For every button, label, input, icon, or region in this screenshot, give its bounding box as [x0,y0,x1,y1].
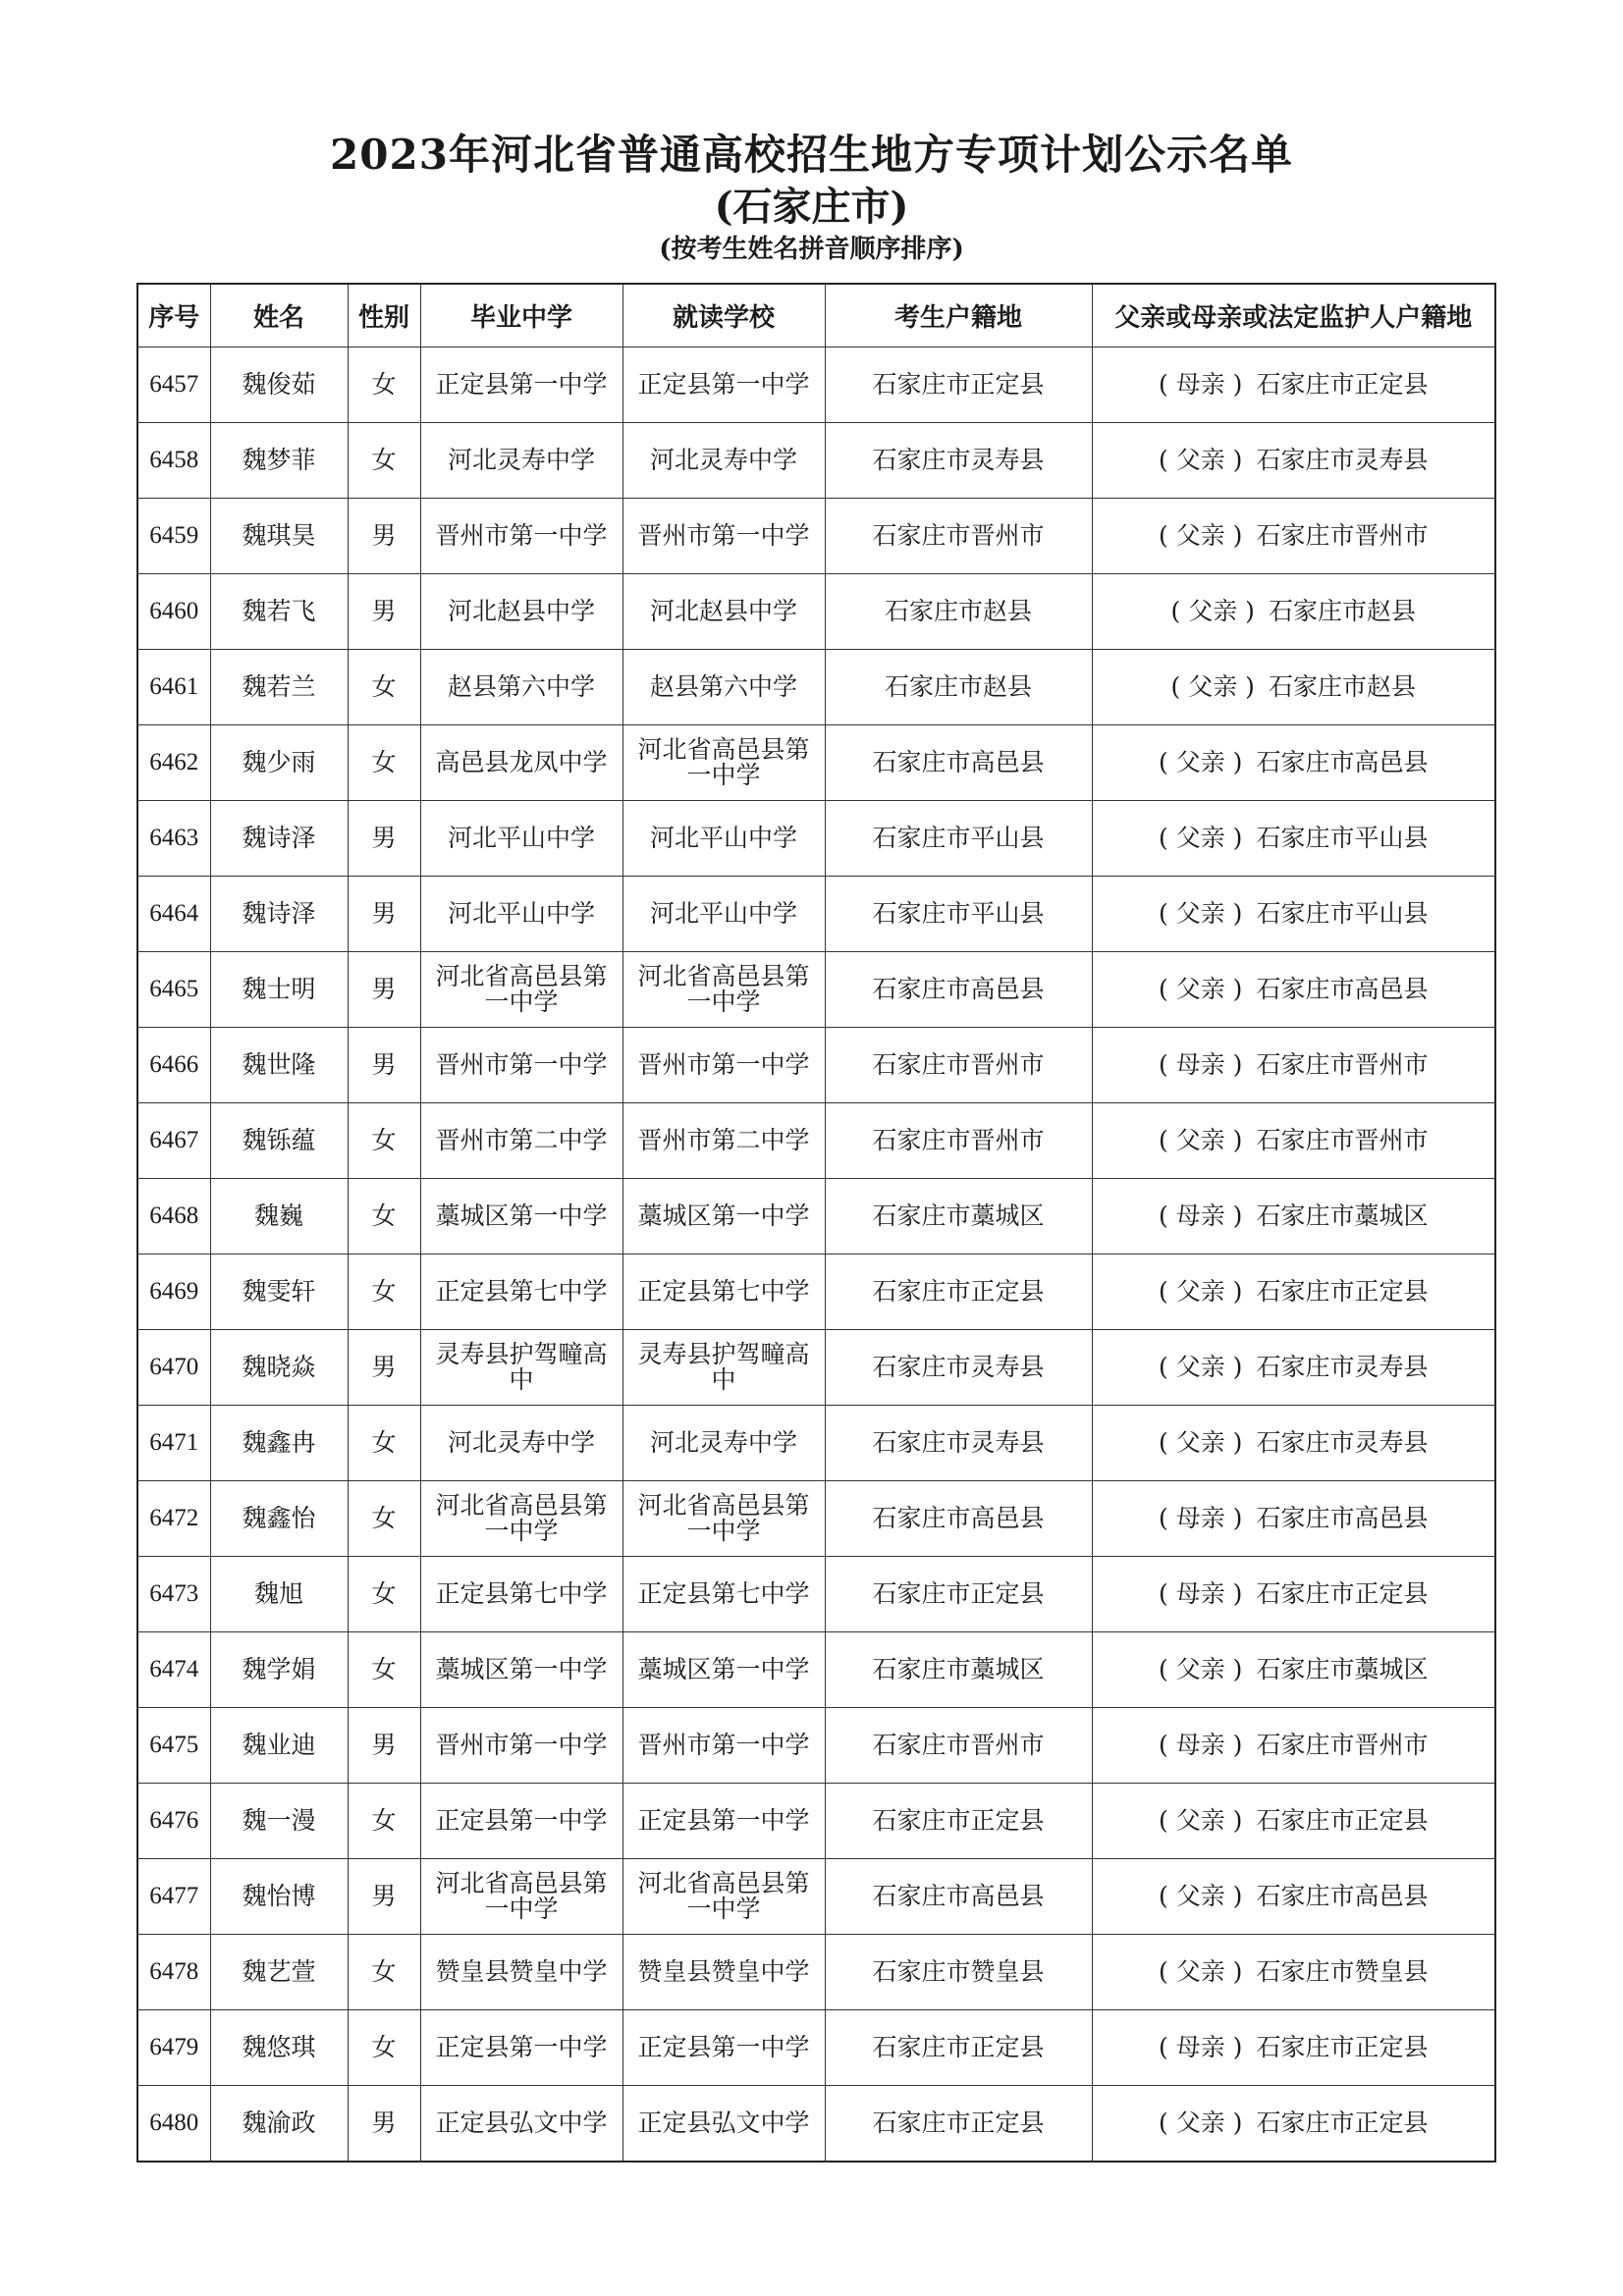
cell-hukou: 石家庄市晋州市 [825,1028,1092,1103]
cell-hukou: 石家庄市正定县 [825,1255,1092,1330]
cell-no: 6460 [137,574,210,650]
cell-no: 6463 [137,801,210,877]
guardian-relation: ( 父亲 ) [1170,597,1255,625]
guardian-location: 石家庄市正定县 [1256,1579,1429,1608]
cell-gender: 女 [348,1255,420,1330]
guardian-relation: ( 父亲 ) [1159,1655,1243,1683]
table-row [137,952,1495,1028]
cell-name: 魏若飞 [210,574,348,650]
header-no: 序号 [137,284,210,347]
cell-name: 魏鑫怡 [210,1481,348,1557]
cell-guardian-hukou [1092,801,1495,877]
cell-gender: 女 [348,1935,420,2010]
cell-guardian-hukou [1092,1255,1495,1330]
guardian-relation: ( 父亲 ) [1159,975,1243,1003]
cell-no: 6469 [137,1255,210,1330]
cell-guardian-hukou [1092,347,1495,423]
guardian-relation: ( 父亲 ) [1159,1428,1243,1457]
cell-gender: 女 [348,2010,420,2086]
cell-guardian-hukou [1092,423,1495,499]
cell-name: 魏晓焱 [210,1330,348,1406]
cell-cur-school: 河北灵寿中学 [622,423,825,499]
guardian-relation: ( 父亲 ) [1170,672,1255,701]
cell-hukou: 石家庄市灵寿县 [825,423,1092,499]
cell-grad-school: 正定县第七中学 [420,1255,622,1330]
cell-no: 6475 [137,1708,210,1784]
cell-cur-school: 晋州市第一中学 [622,1708,825,1784]
cell-grad-school: 正定县第一中学 [420,2010,622,2086]
guardian-relation: ( 母亲 ) [1159,1731,1243,1759]
cell-guardian-hukou [1092,574,1495,650]
guardian-location: 石家庄市赵县 [1268,672,1416,701]
cell-grad-school: 河北省高邑县第一中学 [420,1481,622,1557]
cell-cur-school: 灵寿县护驾疃高中 [622,1330,825,1406]
cell-gender: 男 [348,1708,420,1784]
cell-no: 6464 [137,877,210,952]
guardian-location: 石家庄市正定县 [1256,1806,1429,1835]
cell-name: 魏怡博 [210,1859,348,1935]
cell-cur-school: 藁城区第一中学 [622,1632,825,1708]
cell-hukou: 石家庄市高邑县 [825,1859,1092,1935]
cell-gender: 男 [348,1859,420,1935]
cell-guardian-hukou [1092,1632,1495,1708]
guardian-location: 石家庄市晋州市 [1256,1050,1429,1079]
guardian-relation: ( 母亲 ) [1159,370,1243,399]
cell-grad-school: 河北省高邑县第一中学 [420,952,622,1028]
cell-hukou: 石家庄市平山县 [825,877,1092,952]
cell-guardian-hukou [1092,1557,1495,1632]
cell-name: 魏世隆 [210,1028,348,1103]
cell-guardian-hukou [1092,2010,1495,2086]
cell-no: 6465 [137,952,210,1028]
page-subtitle: (石家庄市) [714,184,909,230]
header-grad-school: 毕业中学 [420,284,622,347]
cell-grad-school: 正定县第一中学 [420,347,622,423]
guardian-relation: ( 父亲 ) [1159,899,1243,928]
guardian-location: 石家庄市高邑县 [1256,1882,1429,1910]
table-row [137,1330,1495,1406]
cell-name: 魏琪昊 [210,499,348,574]
cell-guardian-hukou [1092,1708,1495,1784]
cell-cur-school: 正定县弘文中学 [622,2086,825,2163]
cell-name: 魏鑫冉 [210,1406,348,1481]
cell-cur-school: 正定县第七中学 [622,1557,825,1632]
cell-no: 6471 [137,1406,210,1481]
cell-gender: 女 [348,347,420,423]
cell-cur-school: 河北平山中学 [622,801,825,877]
cell-no: 6470 [137,1330,210,1406]
guardian-location: 石家庄市正定县 [1256,2109,1429,2137]
title-block [0,128,1623,267]
table-row [137,801,1495,877]
cell-hukou: 石家庄市正定县 [825,2086,1092,2163]
cell-gender: 女 [348,650,420,725]
cell-hukou: 石家庄市高邑县 [825,725,1092,801]
cell-hukou: 石家庄市灵寿县 [825,1406,1092,1481]
cell-gender: 女 [348,725,420,801]
guardian-relation: ( 母亲 ) [1159,1201,1243,1230]
cell-no: 6477 [137,1859,210,1935]
cell-hukou: 石家庄市高邑县 [825,1481,1092,1557]
guardian-relation: ( 父亲 ) [1159,1806,1243,1835]
cell-no: 6462 [137,725,210,801]
cell-no: 6476 [137,1784,210,1859]
cell-hukou: 石家庄市正定县 [825,2010,1092,2086]
cell-grad-school: 晋州市第一中学 [420,1028,622,1103]
cell-name: 魏旭 [210,1557,348,1632]
table-row [137,650,1495,725]
cell-cur-school: 河北赵县中学 [622,574,825,650]
cell-grad-school: 河北赵县中学 [420,574,622,650]
sort-note: (按考生姓名拼音顺序排序) [659,235,964,264]
cell-guardian-hukou [1092,1784,1495,1859]
cell-grad-school: 正定县第一中学 [420,1784,622,1859]
table-row [137,1481,1495,1557]
table-row [137,1255,1495,1330]
guardian-relation: ( 父亲 ) [1159,1957,1243,1986]
table-row [137,1103,1495,1179]
guardian-relation: ( 母亲 ) [1159,1504,1243,1532]
table-row [137,1028,1495,1103]
cell-cur-school: 正定县第一中学 [622,2010,825,2086]
cell-hukou: 石家庄市晋州市 [825,1103,1092,1179]
table-row [137,499,1495,574]
table-row [137,2086,1495,2163]
cell-cur-school: 河北平山中学 [622,877,825,952]
cell-cur-school: 晋州市第一中学 [622,499,825,574]
header-hukou: 考生户籍地 [825,284,1092,347]
cell-no: 6467 [137,1103,210,1179]
cell-guardian-hukou [1092,1179,1495,1255]
cell-grad-school: 藁城区第一中学 [420,1632,622,1708]
cell-grad-school: 藁城区第一中学 [420,1179,622,1255]
cell-cur-school: 正定县第一中学 [622,1784,825,1859]
header-gender: 性别 [348,284,420,347]
cell-cur-school: 河北省高邑县第一中学 [622,725,825,801]
guardian-relation: ( 父亲 ) [1159,748,1243,776]
cell-guardian-hukou [1092,1935,1495,2010]
guardian-location: 石家庄市正定县 [1256,2033,1429,2061]
cell-no: 6472 [137,1481,210,1557]
cell-guardian-hukou [1092,1028,1495,1103]
roster-table [136,283,1496,2163]
table-row [137,423,1495,499]
cell-guardian-hukou [1092,1103,1495,1179]
cell-cur-school: 正定县第七中学 [622,1255,825,1330]
cell-gender: 男 [348,2086,420,2163]
cell-guardian-hukou [1092,952,1495,1028]
table-body [137,347,1495,2163]
cell-guardian-hukou [1092,2086,1495,2163]
table-row [137,1406,1495,1481]
cell-name: 魏诗泽 [210,877,348,952]
cell-hukou: 石家庄市赵县 [825,650,1092,725]
cell-gender: 男 [348,1330,420,1406]
cell-no: 6479 [137,2010,210,2086]
cell-guardian-hukou [1092,1330,1495,1406]
cell-gender: 男 [348,877,420,952]
guardian-location: 石家庄市晋州市 [1256,1731,1429,1759]
guardian-location: 石家庄市藁城区 [1256,1655,1429,1683]
table-row [137,1557,1495,1632]
table-row [137,1859,1495,1935]
cell-no: 6474 [137,1632,210,1708]
table-row [137,1708,1495,1784]
table-row [137,1935,1495,2010]
guardian-relation: ( 父亲 ) [1159,824,1243,852]
cell-cur-school: 河北灵寿中学 [622,1406,825,1481]
cell-grad-school: 晋州市第一中学 [420,499,622,574]
cell-name: 魏若兰 [210,650,348,725]
cell-cur-school: 河北省高邑县第一中学 [622,1859,825,1935]
cell-hukou: 石家庄市晋州市 [825,1708,1092,1784]
cell-no: 6468 [137,1179,210,1255]
cell-name: 魏一漫 [210,1784,348,1859]
cell-grad-school: 灵寿县护驾疃高中 [420,1330,622,1406]
table-row [137,1179,1495,1255]
guardian-location: 石家庄市灵寿县 [1256,1428,1429,1457]
cell-hukou: 石家庄市正定县 [825,1784,1092,1859]
cell-name: 魏雯轩 [210,1255,348,1330]
cell-name: 魏俊茹 [210,347,348,423]
cell-grad-school: 晋州市第一中学 [420,1708,622,1784]
table-row [137,725,1495,801]
cell-cur-school: 赵县第六中学 [622,650,825,725]
table-row [137,2010,1495,2086]
cell-no: 6459 [137,499,210,574]
guardian-location: 石家庄市赞皇县 [1256,1957,1429,1986]
guardian-relation: ( 母亲 ) [1159,1579,1243,1608]
cell-grad-school: 正定县弘文中学 [420,2086,622,2163]
cell-guardian-hukou [1092,725,1495,801]
cell-guardian-hukou [1092,499,1495,574]
cell-hukou: 石家庄市灵寿县 [825,1330,1092,1406]
table-header-row [137,284,1495,347]
guardian-location: 石家庄市晋州市 [1256,521,1429,550]
table-row [137,347,1495,423]
cell-grad-school: 河北省高邑县第一中学 [420,1859,622,1935]
cell-no: 6466 [137,1028,210,1103]
guardian-relation: ( 母亲 ) [1159,2033,1243,2061]
cell-name: 魏渝政 [210,2086,348,2163]
cell-name: 魏学娟 [210,1632,348,1708]
cell-cur-school: 藁城区第一中学 [622,1179,825,1255]
cell-no: 6458 [137,423,210,499]
cell-guardian-hukou [1092,1406,1495,1481]
cell-name: 魏巍 [210,1179,348,1255]
cell-gender: 男 [348,1028,420,1103]
guardian-relation: ( 父亲 ) [1159,446,1243,474]
cell-grad-school: 河北平山中学 [420,801,622,877]
cell-name: 魏士明 [210,952,348,1028]
guardian-location: 石家庄市赵县 [1268,597,1416,625]
cell-hukou: 石家庄市藁城区 [825,1179,1092,1255]
cell-gender: 男 [348,574,420,650]
cell-no: 6473 [137,1557,210,1632]
cell-hukou: 石家庄市藁城区 [825,1632,1092,1708]
guardian-location: 石家庄市灵寿县 [1256,1353,1429,1381]
guardian-location: 石家庄市平山县 [1256,899,1429,928]
guardian-relation: ( 父亲 ) [1159,1277,1243,1306]
cell-guardian-hukou [1092,650,1495,725]
table-row [137,574,1495,650]
cell-guardian-hukou [1092,877,1495,952]
cell-cur-school: 河北省高邑县第一中学 [622,952,825,1028]
cell-grad-school: 赵县第六中学 [420,650,622,725]
guardian-location: 石家庄市正定县 [1256,370,1429,399]
cell-cur-school: 晋州市第一中学 [622,1028,825,1103]
cell-no: 6480 [137,2086,210,2163]
cell-gender: 女 [348,1481,420,1557]
cell-hukou: 石家庄市平山县 [825,801,1092,877]
guardian-location: 石家庄市高邑县 [1256,975,1429,1003]
guardian-location: 石家庄市高邑县 [1256,748,1429,776]
cell-grad-school: 河北灵寿中学 [420,1406,622,1481]
guardian-location: 石家庄市灵寿县 [1256,446,1429,474]
header-guardian-hukou: 父亲或母亲或法定监护人户籍地 [1092,284,1495,347]
guardian-relation: ( 母亲 ) [1159,1050,1243,1079]
cell-gender: 男 [348,952,420,1028]
cell-name: 魏诗泽 [210,801,348,877]
cell-gender: 男 [348,801,420,877]
cell-no: 6457 [137,347,210,423]
cell-name: 魏梦菲 [210,423,348,499]
cell-name: 魏少雨 [210,725,348,801]
guardian-relation: ( 父亲 ) [1159,2109,1243,2137]
cell-no: 6461 [137,650,210,725]
header-cur-school: 就读学校 [622,284,825,347]
header-name: 姓名 [210,284,348,347]
cell-hukou: 石家庄市赵县 [825,574,1092,650]
guardian-relation: ( 父亲 ) [1159,1126,1243,1154]
cell-grad-school: 河北平山中学 [420,877,622,952]
guardian-location: 石家庄市正定县 [1256,1277,1429,1306]
cell-guardian-hukou [1092,1859,1495,1935]
cell-grad-school: 河北灵寿中学 [420,423,622,499]
table-row [137,1632,1495,1708]
cell-grad-school: 正定县第七中学 [420,1557,622,1632]
guardian-location: 石家庄市高邑县 [1256,1504,1429,1532]
guardian-location: 石家庄市晋州市 [1256,1126,1429,1154]
cell-hukou: 石家庄市正定县 [825,1557,1092,1632]
cell-name: 魏悠琪 [210,2010,348,2086]
cell-gender: 女 [348,1406,420,1481]
cell-gender: 女 [348,1784,420,1859]
cell-no: 6478 [137,1935,210,2010]
guardian-relation: ( 父亲 ) [1159,1353,1243,1381]
guardian-relation: ( 父亲 ) [1159,1882,1243,1910]
cell-grad-school: 晋州市第二中学 [420,1103,622,1179]
cell-gender: 女 [348,1632,420,1708]
cell-hukou: 石家庄市高邑县 [825,952,1092,1028]
cell-cur-school: 晋州市第二中学 [622,1103,825,1179]
cell-name: 魏业迪 [210,1708,348,1784]
page-title: 2023年河北省普通高校招生地方专项计划公示名单 [330,131,1293,179]
cell-gender: 男 [348,499,420,574]
guardian-relation: ( 父亲 ) [1159,521,1243,550]
cell-grad-school: 高邑县龙凤中学 [420,725,622,801]
cell-cur-school: 赞皇县赞皇中学 [622,1935,825,2010]
table-row [137,1784,1495,1859]
guardian-location: 石家庄市平山县 [1256,824,1429,852]
table-row [137,877,1495,952]
cell-name: 魏铄蕴 [210,1103,348,1179]
cell-cur-school: 正定县第一中学 [622,347,825,423]
cell-hukou: 石家庄市晋州市 [825,499,1092,574]
cell-name: 魏艺萱 [210,1935,348,2010]
cell-gender: 女 [348,423,420,499]
cell-hukou: 石家庄市正定县 [825,347,1092,423]
guardian-location: 石家庄市藁城区 [1256,1201,1429,1230]
cell-guardian-hukou [1092,1481,1495,1557]
cell-cur-school: 河北省高邑县第一中学 [622,1481,825,1557]
cell-gender: 女 [348,1557,420,1632]
cell-hukou: 石家庄市赞皇县 [825,1935,1092,2010]
cell-gender: 女 [348,1179,420,1255]
cell-grad-school: 赞皇县赞皇中学 [420,1935,622,2010]
cell-gender: 女 [348,1103,420,1179]
